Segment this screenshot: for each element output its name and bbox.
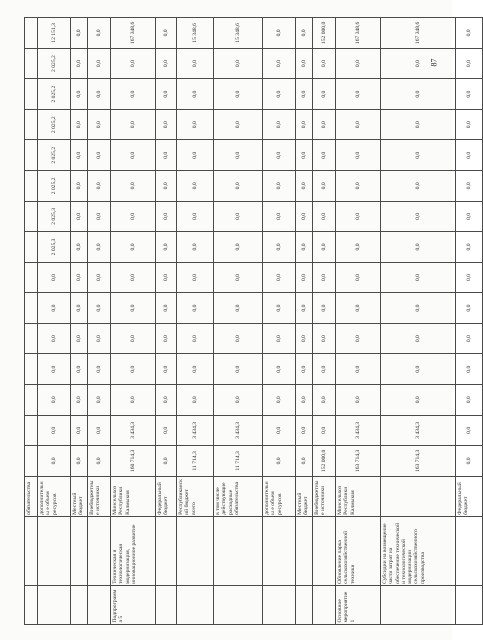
value-cell: 152 000,0 [313,18,336,49]
value-cell: 0,0 [71,140,88,171]
value-cell: 0,0 [313,79,336,110]
value-cell: 0,0 [214,293,263,324]
program-cell [456,586,483,625]
source-cell: Местный бюджет [296,476,313,517]
value-cell: 152 000,0 [313,446,336,477]
table-row [263,18,296,625]
value-cell: 0,0 [71,109,88,140]
value-cell: 0,0 [336,171,381,202]
value-cell: 0,0 [296,171,313,202]
value-cell: 11 714,3 [177,446,214,477]
value-cell: 0,0 [381,232,456,263]
value-cell: 0,0 [214,384,263,415]
measure-name-cell [88,517,111,586]
value-cell: 167 348,6 [111,18,156,49]
measure-name-cell: Обновление парка сельскохозяйственной техники [336,517,381,586]
value-cell: 0,0 [177,201,214,232]
value-cell: 0,0 [263,293,296,324]
value-cell: 0,0 [156,140,177,171]
value-cell: 0,0 [456,79,483,110]
value-cell: 0,0 [177,109,214,140]
value-cell: 0,0 [263,354,296,385]
value-cell: 0,0 [456,446,483,477]
value-cell: 0,0 [456,140,483,171]
value-cell: 0,0 [177,232,214,263]
value-cell: 0,0 [336,48,381,79]
table-row [296,18,313,625]
value-cell [25,140,38,171]
program-cell: Основное мероприятие 1 [336,586,381,625]
value-cell: 0,0 [336,109,381,140]
value-cell: 3 434,3 [214,415,263,446]
value-cell: 0,0 [263,140,296,171]
table-row [313,18,336,625]
value-cell: 3 434,3 [177,415,214,446]
value-cell: 0,0 [336,323,381,354]
measure-name-cell: Техническая и технологическая модернизация, инновационное развитие [111,517,156,586]
value-cell [25,262,38,293]
value-cell: 0,0 [111,140,156,171]
value-cell: 0,0 [38,293,71,324]
value-cell: 0,0 [88,109,111,140]
value-cell: 0,0 [263,232,296,263]
value-cell: 0,0 [456,323,483,354]
value-cell: 0,0 [177,262,214,293]
value-cell: 0,0 [296,415,313,446]
value-cell: 0,0 [214,262,263,293]
value-cell: 0,0 [111,109,156,140]
value-cell: 0,0 [88,415,111,446]
value-cell: 2 025,2 [38,140,71,171]
measure-name-cell [296,517,313,586]
value-cell: 0,0 [456,262,483,293]
value-cell: 0,0 [156,232,177,263]
value-cell: 0,0 [38,446,71,477]
value-cell: 0,0 [381,48,456,79]
source-cell: в том числе действующие расходные обязательства [214,476,263,517]
value-cell [25,323,38,354]
value-cell: 0,0 [88,446,111,477]
value-cell: 0,0 [456,171,483,202]
value-cell: 0,0 [214,109,263,140]
value-cell: 167 348,6 [336,18,381,49]
value-cell: 0,0 [296,79,313,110]
value-cell: 0,0 [313,354,336,385]
value-cell: 0,0 [71,18,88,49]
value-cell: 0,0 [88,48,111,79]
source-cell: обязательства [25,476,38,517]
source-cell: Минсельхоз Республики Калмыкия [336,476,381,517]
value-cell: 0,0 [214,354,263,385]
value-cell: 0,0 [313,384,336,415]
value-cell: 0,0 [214,323,263,354]
value-cell: 0,0 [156,48,177,79]
value-cell: 0,0 [263,415,296,446]
value-cell: 0,0 [296,446,313,477]
value-cell: 2 025,2 [38,48,71,79]
value-cell: 0,0 [456,232,483,263]
measure-name-cell [71,517,88,586]
value-cell: 2 025,2 [38,171,71,202]
value-cell: 0,0 [214,79,263,110]
value-cell: 0,0 [214,48,263,79]
value-cell: 0,0 [214,201,263,232]
value-cell: 0,0 [38,323,71,354]
table-row [336,18,381,625]
value-cell: 0,0 [88,140,111,171]
value-cell: 0,0 [381,323,456,354]
value-cell: 0,0 [296,232,313,263]
value-cell: 0,0 [296,323,313,354]
measure-name-cell [156,517,177,586]
value-cell [25,48,38,79]
value-cell [25,354,38,385]
value-cell: 0,0 [88,171,111,202]
value-cell: 0,0 [296,109,313,140]
value-cell: 0,0 [111,79,156,110]
value-cell: 0,0 [177,140,214,171]
value-cell: 0,0 [156,293,177,324]
value-cell: 0,0 [296,48,313,79]
source-cell: Федеральный бюджет [456,476,483,517]
value-cell: 0,0 [263,323,296,354]
value-cell: 0,0 [336,140,381,171]
measure-name-cell [214,517,263,586]
value-cell: 160 714,3 [111,446,156,477]
table-body [25,18,483,625]
value-cell: 0,0 [313,232,336,263]
value-cell: 0,0 [456,48,483,79]
program-cell [156,586,177,625]
value-cell: 0,0 [263,446,296,477]
program-cell [71,586,88,625]
value-cell: 0,0 [38,262,71,293]
value-cell: 0,0 [381,262,456,293]
value-cell: 0,0 [456,109,483,140]
value-cell: 0,0 [38,354,71,385]
source-cell: Внебюджетные источники [313,476,336,517]
value-cell: 0,0 [456,293,483,324]
value-cell: 0,0 [156,415,177,446]
value-cell: 0,0 [336,262,381,293]
value-cell: 167 348,6 [381,18,456,49]
value-cell: 2 025,3 [38,232,71,263]
program-cell [214,586,263,625]
value-cell: 0,0 [111,262,156,293]
value-cell: 0,0 [71,323,88,354]
value-cell: 0,0 [38,384,71,415]
source-cell: Минсельхоз Республики Калмыкия [111,476,156,517]
value-cell [25,293,38,324]
measure-name-cell [38,517,71,586]
value-cell: 0,0 [111,293,156,324]
value-cell: 0,0 [456,354,483,385]
value-cell: 0,0 [88,293,111,324]
value-cell: 0,0 [71,262,88,293]
value-cell: 0,0 [71,415,88,446]
table-row [177,18,214,625]
value-cell: 0,0 [177,293,214,324]
value-cell: 163 714,3 [336,446,381,477]
value-cell: 2 025,3 [38,201,71,232]
table-row [214,18,263,625]
value-cell: 0,0 [88,201,111,232]
value-cell: 0,0 [313,109,336,140]
value-cell: 15 348,6 [214,18,263,49]
value-cell: 0,0 [177,384,214,415]
value-cell: 0,0 [156,109,177,140]
value-cell [25,415,38,446]
value-cell: 0,0 [313,262,336,293]
source-cell: дополнительны е объем ресурсов [38,476,71,517]
value-cell: 0,0 [336,201,381,232]
value-cell: 0,0 [177,323,214,354]
table-row [156,18,177,625]
value-cell: 0,0 [296,354,313,385]
table-row [38,18,71,625]
value-cell: 0,0 [156,384,177,415]
value-cell: 0,0 [381,171,456,202]
value-cell: 0,0 [456,18,483,49]
value-cell: 0,0 [296,293,313,324]
value-cell: 0,0 [156,354,177,385]
value-cell: 0,0 [71,79,88,110]
value-cell: 0,0 [71,384,88,415]
source-cell: Местный бюджет [71,476,88,517]
value-cell [25,384,38,415]
value-cell: 0,0 [296,384,313,415]
value-cell: 0,0 [296,201,313,232]
value-cell: 0,0 [336,384,381,415]
value-cell: 0,0 [456,415,483,446]
value-cell: 0,0 [381,109,456,140]
source-cell: Федеральный бюджет [156,476,177,517]
value-cell: 0,0 [381,293,456,324]
value-cell: 0,0 [38,415,71,446]
value-cell [25,171,38,202]
value-cell: 0,0 [313,415,336,446]
program-cell [296,586,313,625]
value-cell: 0,0 [336,354,381,385]
value-cell: 0,0 [263,48,296,79]
value-cell: 0,0 [111,48,156,79]
value-cell: 3 434,3 [381,415,456,446]
page-number: 87 [429,58,439,67]
value-cell: 0,0 [263,201,296,232]
value-cell: 0,0 [263,262,296,293]
value-cell: 0,0 [313,140,336,171]
value-cell: 0,0 [71,171,88,202]
source-cell: Республиканск ий бюджет всего [177,476,214,517]
source-cell: Внебюджетные источники [88,476,111,517]
value-cell: 0,0 [296,18,313,49]
table-row [71,18,88,625]
value-cell: 0,0 [313,293,336,324]
value-cell: 0,0 [263,109,296,140]
value-cell: 0,0 [177,171,214,202]
value-cell: 0,0 [111,201,156,232]
value-cell: 0,0 [88,232,111,263]
program-cell [177,586,214,625]
value-cell: 0,0 [381,354,456,385]
value-cell: 2 025,2 [38,79,71,110]
value-cell: 0,0 [456,201,483,232]
value-cell: 0,0 [111,232,156,263]
value-cell: 0,0 [88,262,111,293]
value-cell: 0,0 [177,354,214,385]
value-cell: 0,0 [296,262,313,293]
value-cell: 0,0 [263,171,296,202]
value-cell: 0,0 [336,79,381,110]
value-cell: 163 714,3 [381,446,456,477]
value-cell: 2 025,2 [38,109,71,140]
value-cell: 0,0 [156,18,177,49]
table-row [88,18,111,625]
value-cell: 0,0 [381,140,456,171]
measure-name-cell [263,517,296,586]
value-cell: 0,0 [156,262,177,293]
value-cell: 0,0 [296,140,313,171]
measure-name-cell: Субсидии на возмещение части затрат на обеспечение технической и технологической модернизации сельскохозяйственного производства [381,517,456,586]
value-cell: 0,0 [263,18,296,49]
value-cell: 0,0 [71,446,88,477]
value-cell: 0,0 [156,201,177,232]
value-cell: 0,0 [177,79,214,110]
value-cell: 12 151,3 [38,18,71,49]
value-cell: 0,0 [88,354,111,385]
value-cell: 3 434,3 [336,415,381,446]
program-cell [38,586,71,625]
value-cell: 0,0 [177,48,214,79]
value-cell: 0,0 [214,171,263,202]
value-cell: 0,0 [111,384,156,415]
value-cell: 0,0 [313,171,336,202]
value-cell: 0,0 [381,384,456,415]
program-cell [381,586,456,625]
measure-name-cell [456,517,483,586]
value-cell [25,79,38,110]
value-cell: 0,0 [381,79,456,110]
measure-name-cell [177,517,214,586]
program-cell [88,586,111,625]
value-cell: 0,0 [263,384,296,415]
value-cell: 0,0 [336,293,381,324]
table-row [381,18,456,625]
value-cell: 0,0 [313,48,336,79]
value-cell: 0,0 [88,79,111,110]
value-cell: 0,0 [71,201,88,232]
value-cell: 0,0 [71,48,88,79]
value-cell: 0,0 [156,79,177,110]
value-cell: 0,0 [156,446,177,477]
source-cell: дополнительны е объем ресурсов [263,476,296,517]
measure-name-cell [313,517,336,586]
value-cell [25,232,38,263]
value-cell: 0,0 [111,354,156,385]
value-cell: 0,0 [71,232,88,263]
value-cell [25,18,38,49]
program-cell: Подпрограмма 5 [111,586,156,625]
value-cell: 0,0 [214,140,263,171]
value-cell: 0,0 [263,79,296,110]
value-cell: 15 348,6 [177,18,214,49]
value-cell: 0,0 [313,323,336,354]
value-cell [25,201,38,232]
value-cell: 0,0 [71,293,88,324]
value-cell: 0,0 [313,201,336,232]
value-cell: 0,0 [111,323,156,354]
value-cell: 0,0 [88,323,111,354]
program-cell [25,586,38,625]
value-cell: 11 714,3 [214,446,263,477]
value-cell: 0,0 [336,232,381,263]
value-cell: 0,0 [156,171,177,202]
value-cell: 0,0 [456,384,483,415]
source-cell [381,476,456,517]
measure-name-cell [25,517,38,586]
table-row [25,18,38,625]
value-cell: 0,0 [381,201,456,232]
value-cell: 0,0 [71,354,88,385]
value-cell: 3 434,3 [111,415,156,446]
value-cell: 0,0 [111,171,156,202]
program-cell [313,586,336,625]
table-row [111,18,156,625]
program-cell [263,586,296,625]
value-cell: 0,0 [88,18,111,49]
budget-table [24,17,483,625]
value-cell: 0,0 [88,384,111,415]
value-cell: 0,0 [214,232,263,263]
value-cell: 0,0 [156,323,177,354]
value-cell [25,446,38,477]
table-row [456,18,483,625]
value-cell [25,109,38,140]
